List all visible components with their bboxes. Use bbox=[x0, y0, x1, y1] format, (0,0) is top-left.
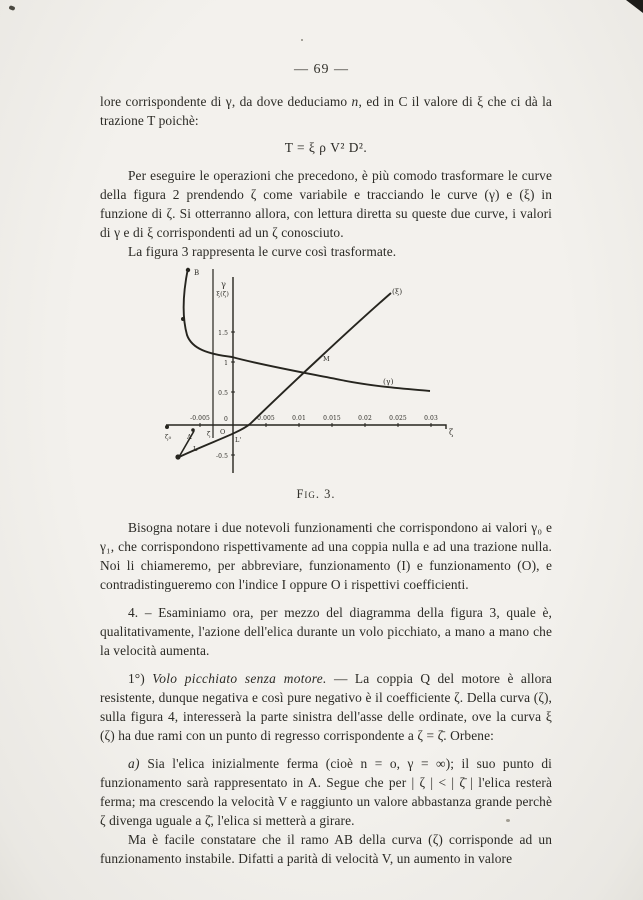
paragraph-italic: Volo picchiato senza motore. bbox=[152, 671, 327, 686]
y-tick-label: 1.5 bbox=[218, 330, 228, 337]
point-B bbox=[181, 317, 185, 321]
scan-artifact-speck bbox=[301, 39, 303, 41]
gamma-curve-label: (γ) bbox=[383, 377, 394, 386]
body-paragraph bbox=[100, 92, 552, 130]
y-tick-label: 1 bbox=[224, 360, 228, 367]
label-B: B bbox=[194, 269, 200, 277]
x-tick-label: -0.005 bbox=[190, 415, 210, 422]
x-tick-label: 0.005 bbox=[257, 415, 275, 422]
label-O: O bbox=[220, 428, 226, 436]
label-zeta-zero: ζ₀ bbox=[165, 433, 172, 441]
y-tick-label: -0.5 bbox=[216, 453, 228, 460]
y-axis-sublabel: ξ(ζ) bbox=[216, 290, 229, 298]
axis-left-end-dot bbox=[165, 425, 169, 429]
body-paragraph: Ma è facile constatare che il ramo AB della curva (ζ) corrisponde ad un funzionamento instabile. Difatti a parità di velocità V, un aumento in valore bbox=[100, 832, 552, 866]
text-column bbox=[100, 92, 552, 868]
point-A bbox=[191, 428, 195, 432]
y-tick-label: 0.5 bbox=[218, 390, 228, 397]
label-zeta-bar: ζ̄ bbox=[207, 430, 211, 438]
x-tick-label: 0.03 bbox=[424, 415, 438, 422]
y-axis-label: γ bbox=[221, 280, 226, 289]
figure-3 bbox=[100, 267, 552, 504]
paragraph-italic: n bbox=[351, 94, 359, 109]
xi-curve-label: (ξ) bbox=[392, 287, 403, 296]
x-tick-label: 0.01 bbox=[292, 415, 306, 422]
body-paragraph: La figura 3 rappresenta le curve così trasformate. bbox=[128, 244, 397, 259]
xi-curve bbox=[179, 293, 391, 457]
body-paragraph: Per eseguire le operazioni che precedono, è più comodo trasformare le curve della figura 2 prendendo ζ come variabile e tracciando le curve (γ) e (ξ) in funzione di ζ. Si otterranno allora, con lettura diretta su queste due curve, i valori di γ e di ξ corrispondenti ad un ζ conosciuto. bbox=[100, 168, 552, 240]
x-axis bbox=[166, 425, 446, 429]
item-letter: a) bbox=[128, 756, 148, 771]
figure-caption: Fig. 3. bbox=[296, 487, 336, 501]
paragraph-text: Sia l'elica inizialmente ferma (cioè n = o, γ = ∞); il suo punto di funzionamento sarà rappresentato in A. Segue che per | ζ | < | ζ̄ | l'elica resterà ferma; ma crescendo la velocità V e raggiunto un valore abbastanza grande perchè ζ divenga uguale a ζ̄, l'elica si metterà a girare. bbox=[100, 756, 552, 828]
x-tick-label: 0.015 bbox=[323, 415, 341, 422]
body-paragraph bbox=[100, 669, 552, 745]
body-paragraph: Bisogna notare i due notevoli funzionamenti che corrispondono ai valori γ₀ e γ₁, che corrispondono rispettivamente ad una coppia nulla e ad una trazione nulla. Noi li chiameremo, per abbreviare, funzionamento (I) e funzionamento (O), e contradistingueremo con l'indice I oppure O i rispettivi coefficienti. bbox=[100, 520, 552, 592]
thrust-formula: T = ξ ρ V² D². bbox=[284, 140, 368, 155]
paragraph-text: — La coppia Q del motore è allora resistente, dunque negativa e così pure negativo è il coefficiente ζ. Della curva (ζ), sulla figura 4, interesserà la parte sinistra dell'asse delle ordinate, ove la curva ξ (ζ) ha due rami con un punto di regresso corrispondente a ζ = ζ̄. Orbene: bbox=[100, 671, 552, 743]
scan-artifact-speck bbox=[506, 819, 510, 822]
label-L: L bbox=[193, 445, 198, 453]
x-axis-label: ζ bbox=[449, 428, 454, 437]
point-cusp bbox=[175, 454, 180, 459]
label-L-prime: L' bbox=[235, 436, 242, 444]
item-number: 1°) bbox=[128, 671, 153, 686]
section-4-paragraph: 4. – Esaminiamo ora, per mezzo del diagramma della figura 3, quale è, qualitativamente, l'azione dell'elica durante un volo picchiato, a mano a mano che la velocità aumenta. bbox=[100, 605, 552, 658]
figure-3-plot bbox=[146, 267, 486, 481]
paragraph-text: , ed in C il valore di ξ che ci dà la trazione T poichè: bbox=[100, 94, 552, 128]
label-A: A bbox=[187, 433, 192, 441]
x-tick-label: 0.02 bbox=[358, 415, 372, 422]
body-paragraph bbox=[100, 754, 552, 830]
x-tick-label: 0.025 bbox=[389, 415, 407, 422]
x-tick-label: 0 bbox=[224, 416, 228, 423]
point-B-top bbox=[186, 268, 190, 272]
page-number: — 69 — bbox=[294, 62, 349, 77]
paragraph-text: lore corrispondente di γ, da dove deduciamo bbox=[100, 94, 352, 109]
label-M: M bbox=[323, 355, 330, 363]
